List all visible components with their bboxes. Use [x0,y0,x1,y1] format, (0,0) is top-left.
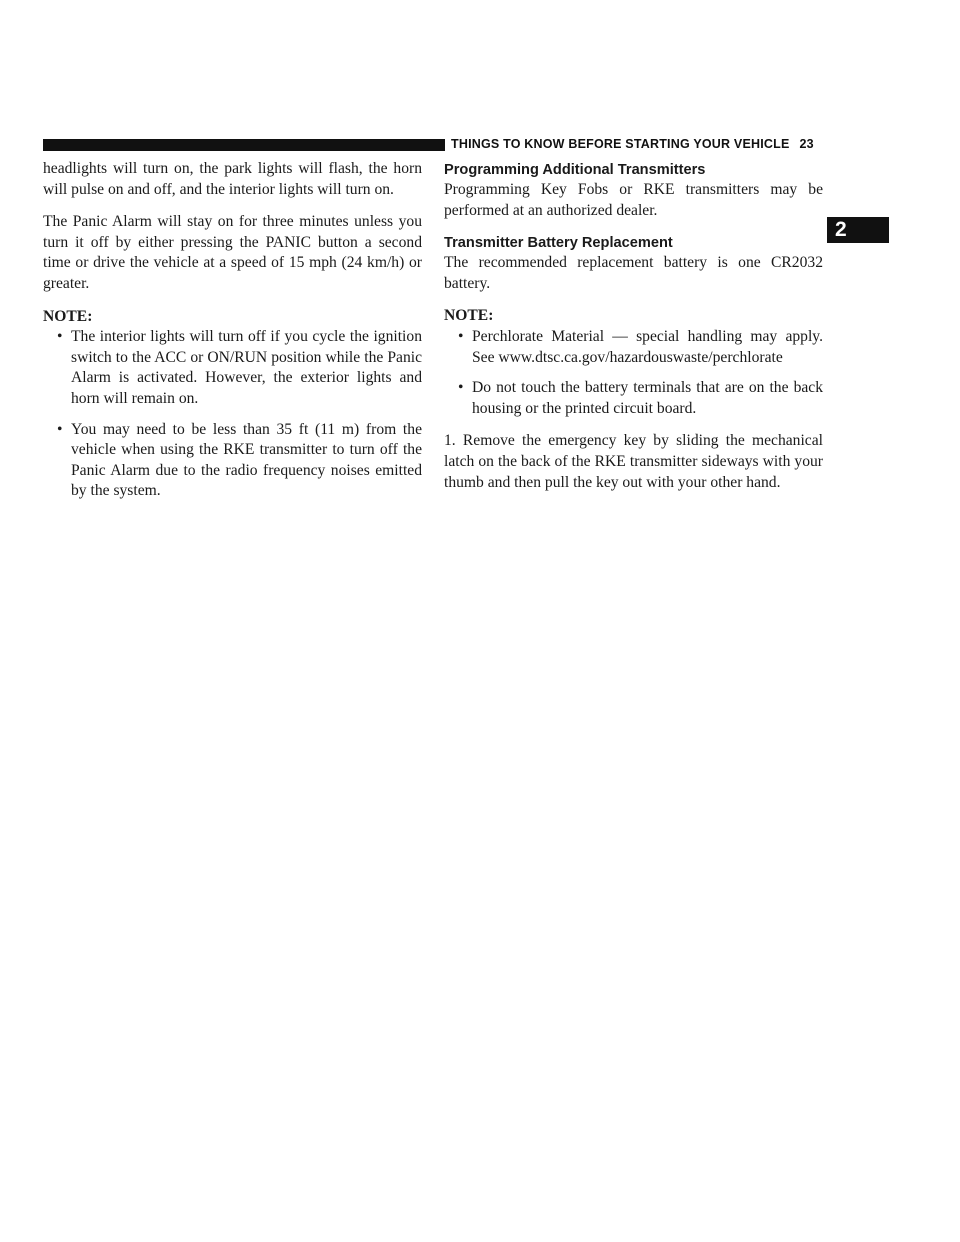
note-list [444,327,823,419]
bullet-icon: • [458,379,464,397]
left-column [43,159,422,514]
paragraph-panic-effects: headlights will turn on, the park lights will flash, the horn will pulse on and off, and the interior lights will turn on. [43,160,422,198]
note-list [43,327,422,502]
bullet-icon: • [57,420,63,438]
note-label: NOTE: [444,307,494,325]
page-number: 23 [799,137,814,151]
list-item-text: You may need to be less than 35 ft (11 m) from the vehicle when using the RKE transmitter to turn off the Panic Alarm due to the radio frequency noises emitted by the system. [71,420,422,500]
bullet-icon: • [57,328,63,346]
paragraph-programming: Programming Key Fobs or RKE transmitters may be performed at an authorized dealer. [444,181,823,219]
paragraph-step-1: 1. Remove the emergency key by sliding the mechanical latch on the back of the RKE transmitter sideways with your thumb and then pull the key out with your other hand. [444,432,823,491]
chapter-tab: 2 [827,217,889,243]
header-bar [43,139,445,151]
paragraph-panic-duration: The Panic Alarm will stay on for three minutes unless you turn it off by either pressing the PANIC button a second time or drive the vehicle at a speed of 15 mph (24 km/h) or greater. [43,213,422,292]
list-item [43,420,422,502]
list-item-text: Perchlorate Material — special handling may apply. See www.dtsc.ca.gov/hazardouswaste/perchlorate [472,327,823,366]
heading-battery-replacement: Transmitter Battery Replacement [444,235,673,252]
paragraph-battery: The recommended replacement battery is one CR2032 battery. [444,254,823,292]
list-item [43,327,422,409]
list-item-text: The interior lights will turn off if you cycle the ignition switch to the ACC or ON/RUN position while the Panic Alarm is activated. However, the exterior lights and horn will remain on. [71,328,422,407]
note-label: NOTE: [43,307,93,325]
bullet-icon: • [458,327,464,345]
list-item [444,327,823,368]
heading-programming: Programming Additional Transmitters [444,162,706,178]
list-item [444,378,823,419]
header-title: THINGS TO KNOW BEFORE STARTING YOUR VEHICLE [451,137,790,151]
right-column [444,159,823,505]
list-item-text: Do not touch the battery terminals that are on the back housing or the printed circuit board. [472,379,823,417]
running-header [451,137,814,151]
